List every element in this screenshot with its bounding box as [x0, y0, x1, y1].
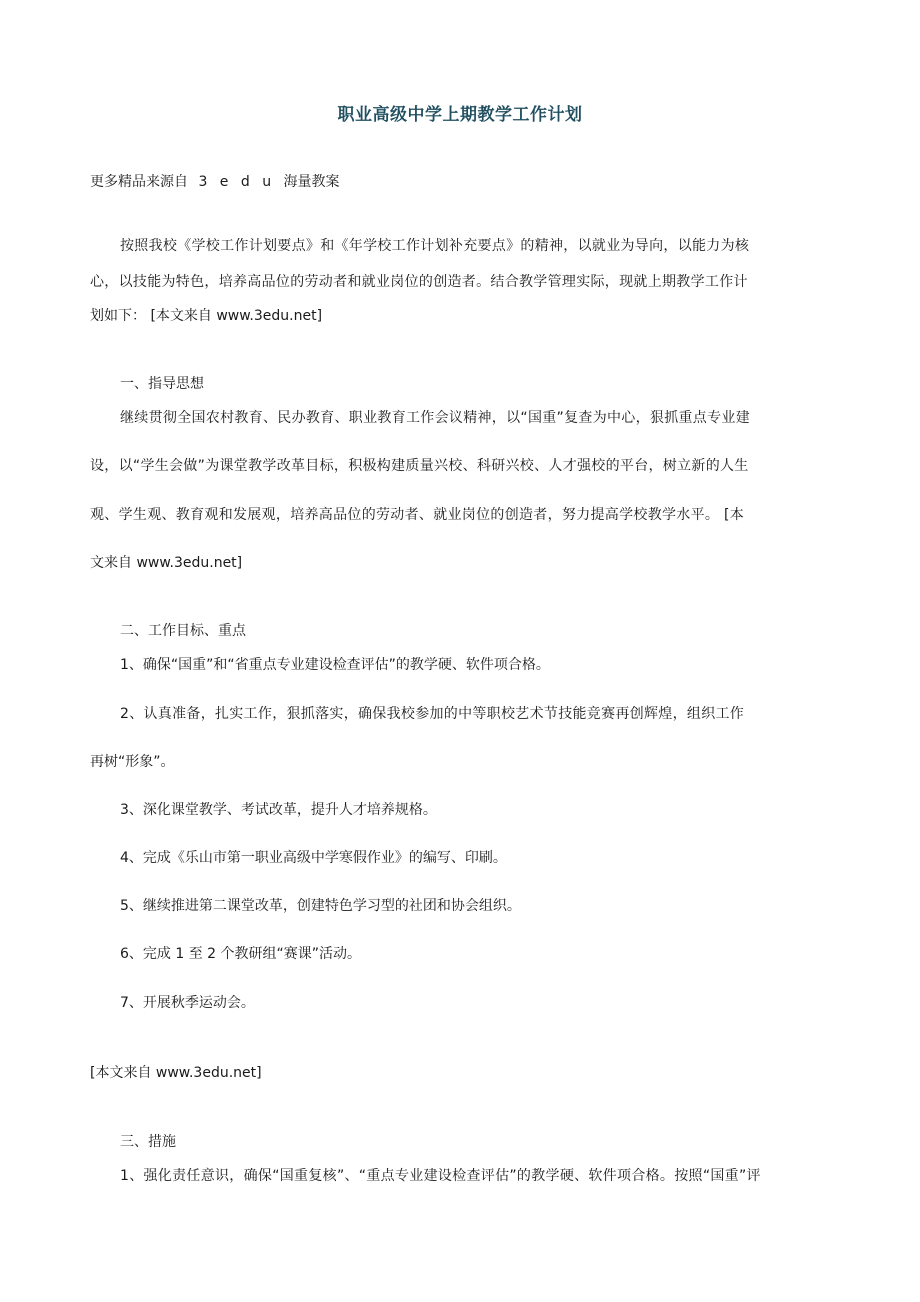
section1-line-2: 设，以“学生会做”为课堂教学改革目标，积极构建质量兴校、科研兴校、人才强校的平台，树立新的人生 [90, 458, 749, 474]
section2-item-2: 2、认真准备，扎实工作，狠抓落实，确保我校参加的中等职校艺术节技能竞赛再创辉煌，组织工作 [120, 706, 745, 722]
section2-item-3: 3、深化课堂教学、考试改革，提升人才培养规格。 [120, 802, 437, 818]
document-title: 职业高级中学上期教学工作计划 [337, 105, 583, 125]
source-brand: 3 e d u [198, 174, 276, 190]
section1-heading: 一、指导思想 [120, 376, 204, 392]
section1-line-3: 观、学生观、教育观和发展观，培养高品位的劳动者、就业岗位的创造者，努力提高学校教学水平。 [本 [90, 507, 745, 523]
section1-line-4: 文来自 www.3edu.net] [90, 555, 243, 571]
section2-source-note: [本文来自 www.3edu.net] [90, 1065, 262, 1081]
source-line [90, 172, 835, 192]
section3-heading: 三、措施 [120, 1134, 176, 1150]
section1-line-1: 继续贯彻全国农村教育、民办教育、职业教育工作会议精神，以“国重”复查为中心，狠抓重点专业建 [120, 410, 751, 426]
section2-item-7: 7、开展秋季运动会。 [120, 995, 255, 1011]
intro-line-2: 心，以技能为特色，培养高品位的劳动者和就业岗位的创造者。结合教学管理实际，现就上期教学工作计 [90, 274, 748, 290]
section3-line-1: 1、强化责任意识，确保“国重复核”、“重点专业建设检查评估”的教学硬、软件项合格。按照“国重”评 [120, 1168, 761, 1184]
section2-heading: 二、工作目标、重点 [120, 623, 246, 639]
intro-line-1: 按照我校《学校工作计划要点》和《年学校工作计划补充要点》的精神，以就业为导向，以能力为核 [120, 238, 750, 254]
section2-item-4: 4、完成《乐山市第一职业高级中学寒假作业》的编写、印刷。 [120, 850, 507, 866]
section2-item-5: 5、继续推进第二课堂改革，创建特色学习型的社团和协会组织。 [120, 898, 521, 914]
source-suffix: 海量教案 [283, 174, 340, 190]
section2-item-2-cont: 再树“形象”。 [90, 754, 175, 770]
source-prefix: 更多精品来源自 [90, 174, 188, 190]
intro-line-3: 划如下： [本文来自 www.3edu.net] [90, 308, 323, 324]
section2-item-6: 6、完成 1 至 2 个教研组“赛课”活动。 [120, 946, 362, 962]
section2-item-1: 1、确保“国重”和“省重点专业建设检查评估”的教学硬、软件项合格。 [120, 657, 550, 673]
